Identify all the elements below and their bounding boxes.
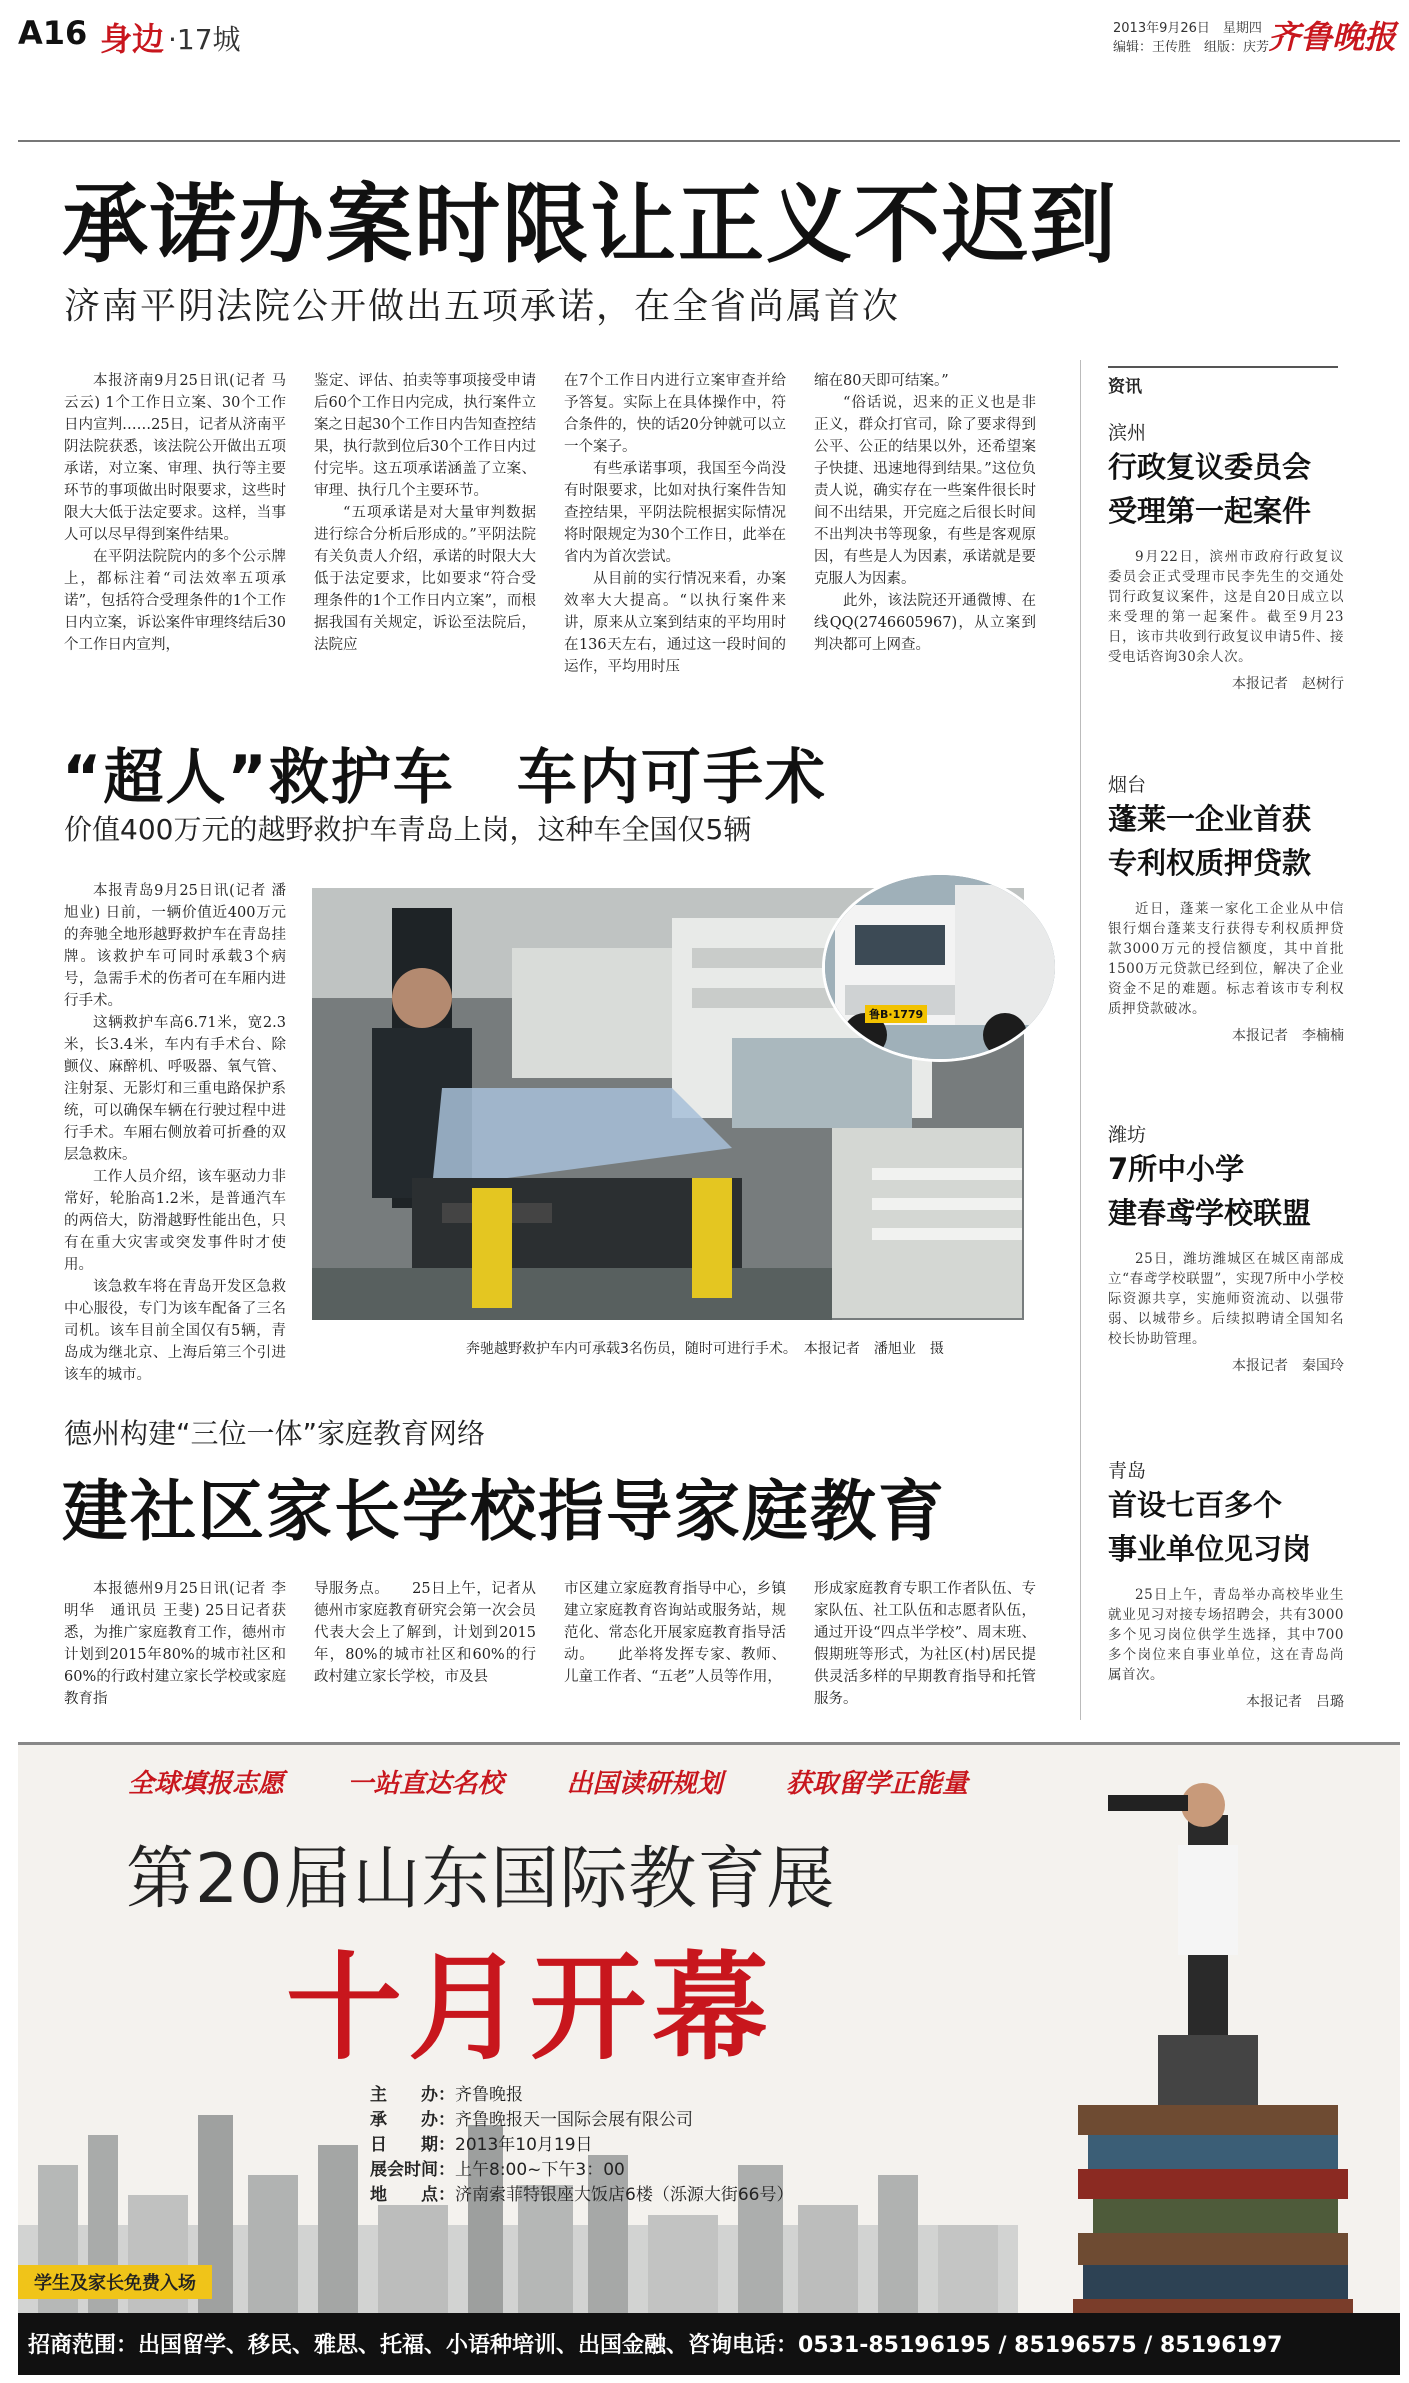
- education-expo-ad: [18, 1742, 1400, 2375]
- story1-col3: [564, 370, 786, 678]
- sidebar-title: 7所中小学: [1108, 1152, 1245, 1186]
- ad-slogans: [128, 1763, 968, 1800]
- inset-illustration: [825, 875, 1058, 1062]
- sidebar-byline: 本报记者 李楠楠: [1232, 1028, 1344, 1044]
- paragraph: 形成家庭教育专职工作者队伍、专家队伍、社工队伍和志愿者队伍，通过开设“四点半学校”、周末班、假期班等形式，为社区(村)居民提供灵活多样的早期教育指导和托管服务。: [814, 1581, 1036, 1707]
- masthead-logo: 齐鲁晚报: [1268, 18, 1397, 56]
- paragraph: 本报德州9月25日讯(记者 李明华 通讯员 王斐) 25日记者获悉，为推广家庭教育工作，德州市计划到2015年80%的城市社区和60%的行政村建立家长学校或家庭教育指: [64, 1581, 286, 1707]
- ad-info-row: 地 点：济南索菲特银座大饭店6楼（泺源大街66号）: [370, 2185, 794, 2205]
- paragraph: 该急救车将在青岛开发区急救中心服役，专门为该车配备了三名司机。该车目前全国仅有5辆，青岛成为继北京、上海后第三个引进该车的城市。: [64, 1279, 286, 1383]
- sidebar-byline: 本报记者 赵树行: [1232, 676, 1344, 692]
- story2-body: [64, 880, 286, 1386]
- ad-title: 第20届山东国际教育展: [126, 1840, 836, 1919]
- paragraph: 本报济南9月25日讯(记者 马云云) 1个工作日立案、30个工作日内宣判……25日，记者从济南平阴法院获悉，该法院公开做出五项承诺，对立案、审理、执行等主要环节的事项做出时限要求，这些时限大大低于法定要求。这样，当事人可以尽早得到案件结果。: [64, 373, 286, 543]
- sidebar-title: 首设七百多个: [1108, 1488, 1283, 1522]
- page-number: A16: [18, 14, 88, 52]
- sidebar-body: [1108, 547, 1344, 667]
- paragraph: 鉴定、评估、拍卖等事项接受申请后60个工作日内完成，执行案件立案之日起30个工作日内告知查控结果，执行款到位后30个工作日内过付完毕。这五项承诺涵盖了立案、审理、执行几个主要环节。: [314, 373, 536, 499]
- paragraph: 25日上午，青岛举办高校毕业生就业见习对接专场招聘会，共有3000多个见习岗位供学生选择，其中700多个岗位来自事业单位，这在青岛尚属首次。: [1108, 1587, 1344, 1683]
- sidebar-item: [1108, 770, 1344, 1045]
- sidebar-city: 青岛: [1108, 1460, 1147, 1482]
- sidebar-divider: [1080, 360, 1081, 1720]
- sidebar-title: 受理第一起案件: [1108, 494, 1312, 528]
- story1-col4: [814, 370, 1036, 656]
- subsection-name: ·17城: [168, 23, 241, 56]
- paragraph: 这辆救护车高6.71米，宽2.3米，长3.4米，车内有手术台、除颤仪、麻醉机、呼吸器、氧气管、注射泵、无影灯和三重电路保护系统，可以确保车辆在行驶过程中进行手术。车厢右侧放着可折叠的双层急救床。: [64, 1015, 286, 1163]
- sidebar-city: 烟台: [1108, 774, 1147, 796]
- sidebar-title: 行政复议委员会: [1108, 450, 1312, 484]
- free-entry-banner: 学生及家长免费入场: [18, 2265, 212, 2299]
- editor-credits: 编辑：王传胜 组版：庆芳: [1113, 40, 1270, 55]
- ad-slogan: 一站直达名校: [347, 1769, 504, 1799]
- ad-slogan: 全球填报志愿: [128, 1769, 285, 1799]
- paragraph: 市区建立家庭教育指导中心，乡镇建立家庭教育咨询站或服务站，规范化、常态化开展家庭教育指导活动。 此举将发挥专家、教师、儿童工作者、“五老”人员等作用，: [564, 1581, 786, 1685]
- sidebar-title: 事业单位见习岗: [1108, 1532, 1312, 1566]
- story1-col1: [64, 370, 286, 656]
- ad-big-title: 十月开幕: [286, 1941, 774, 2076]
- sidebar-item: [1108, 1120, 1344, 1375]
- paragraph: 此外，该法院还开通微博、在线QQ(2746605967)，从立案到判决都可上网查。: [814, 593, 1036, 653]
- ad-footer: 招商范围：出国留学、移民、雅思、托福、小语种培训、出国金融、咨询电话：0531-85196195 / 85196575 / 85196197: [18, 2313, 1400, 2375]
- paragraph: 25日，潍坊潍城区在城区南部成立“春鸢学校联盟”，实现7所中小学校际资源共享，实施师资流动、以强带弱、以城带乡。后续拟聘请全国知名校长协助管理。: [1108, 1251, 1344, 1347]
- ad-info-row: 主 办：齐鲁晚报: [370, 2085, 523, 2105]
- sidebar-city: 潍坊: [1108, 1124, 1147, 1146]
- ad-slogan: 出国读研规划: [566, 1769, 723, 1799]
- paragraph: 导服务点。 25日上午，记者从德州市家庭教育研究会第一次会员代表大会上了解到，计划到2015年，80%的城市社区和60%的行政村建立家长学校，市及县: [314, 1581, 536, 1685]
- ad-info-list: [370, 2083, 793, 2208]
- story1-subhead: 济南平阴法院公开做出五项承诺，在全省尚属首次: [64, 286, 901, 327]
- photo-caption: 奔驰越野救护车内可承载3名伤员，随时可进行手术。 本报记者 潘旭业 摄: [466, 1341, 944, 1357]
- sidebar-body: [1108, 1249, 1344, 1349]
- sidebar-item: [1108, 1456, 1344, 1711]
- sidebar-city: 滨州: [1108, 422, 1147, 444]
- ad-info-row: 日 期：2013年10月19日: [370, 2135, 593, 2155]
- paragraph: 在7个工作日内进行立案审查并给予答复。实际上在具体操作中，符合条件的，快的话20分钟就可以立一个案子。: [564, 373, 786, 455]
- sidebar-body: [1108, 1585, 1344, 1685]
- paragraph: 9月22日，滨州市政府行政复议委员会正式受理市民李先生的交通处罚行政复议案件，这是自20日成立以来受理的第一起案件。截至9月23日，该市共收到行政复议申请5件、接受电话咨询30余人次。: [1108, 549, 1344, 665]
- paragraph: 在平阴法院院内的多个公示牌上，都标注着“司法效率五项承诺”，包括符合受理条件的1个工作日内立案，诉讼案件审理终结后30个工作日内宣判，: [64, 549, 286, 653]
- ad-info-row: 展会时间：上午8:00~下午3：00: [370, 2160, 625, 2180]
- paragraph: 本报青岛9月25日讯(记者 潘旭业) 日前，一辆价值近400万元的奔驰全地形越野救护车在青岛挂牌。该救护车可同时承载3个病号，急需手术的伤者可在车厢内进行手术。: [64, 883, 286, 1009]
- sidebar-title: 专利权质押贷款: [1108, 846, 1312, 880]
- story3-col2: [314, 1578, 536, 1688]
- story2-headline: “超人”救护车 车内可手术: [62, 743, 827, 813]
- paragraph: “俗话说，迟来的正义也是非正义，群众打官司，除了要求得到公平、公正的结果以外，还希望案子快捷、迅速地得到结果。”这位负责人说，确实存在一些案件很长时间不出结果，开完庭之后很长时间不出判决书等现象，有些是客观原因，有些是人为因素，承诺就是要克服人为因素。: [814, 395, 1036, 587]
- paragraph: 工作人员介绍，该车驱动力非常好，轮胎高1.2米，是普通汽车的两倍大，防滑越野性能出色，只有在重大灾害或突发事件时才使用。: [64, 1169, 286, 1273]
- story3-kicker: 德州构建“三位一体”家庭教育网络: [64, 1417, 486, 1450]
- sidebar-item: [1108, 418, 1344, 693]
- sidebar-title: 建春鸢学校联盟: [1108, 1196, 1312, 1230]
- story1-headline: 承诺办案时限让正义不迟到: [62, 175, 1118, 275]
- story3-headline: 建社区家长学校指导家庭教育: [62, 1473, 946, 1550]
- sidebar-byline: 本报记者 秦国玲: [1232, 1358, 1344, 1374]
- ambulance-exterior-inset: [822, 872, 1058, 1062]
- story3-col4: [814, 1578, 1036, 1710]
- ad-info-row: 承 办：齐鲁晚报天一国际会展有限公司: [370, 2110, 693, 2130]
- ad-slogan: 获取留学正能量: [785, 1769, 968, 1799]
- paragraph: “五项承诺是对大量审判数据进行综合分析后形成的。”平阴法院有关负责人介绍，承诺的时限大大低于法定要求，比如要求“符合受理条件的1个工作日内立案”，而根据我国有关规定，诉讼至法院后，法院应: [314, 505, 536, 653]
- sidebar-tag: 资讯: [1108, 366, 1338, 397]
- sidebar-byline: 本报记者 吕璐: [1246, 1694, 1344, 1710]
- sidebar-title: 蓬莱一企业首获: [1108, 802, 1312, 836]
- story3-col1: [64, 1578, 286, 1710]
- paragraph: 有些承诺事项，我国至今尚没有时限要求，比如对执行案件告知查控结果，平阴法院根据实际情况将时限规定为30个工作日，此举在省内为首次尝试。: [564, 461, 786, 565]
- story2-subhead: 价值400万元的越野救护车青岛上岗，这种车全国仅5辆: [64, 813, 752, 846]
- sidebar-body: [1108, 899, 1344, 1019]
- paragraph: 从目前的实行情况来看，办案效率大大提高。“以执行案件来讲，原来从立案到结束的平均用时在136天左右，通过这一段时间的运作，平均用时压: [564, 571, 786, 675]
- header-rule: [18, 140, 1400, 142]
- section-name: 身边: [100, 20, 165, 58]
- story1-col2: [314, 370, 536, 656]
- license-plate: 鲁B·1779: [865, 1005, 927, 1023]
- issue-date: 2013年9月26日 星期四: [1113, 21, 1262, 36]
- paragraph: 近日，蓬莱一家化工企业从中信银行烟台蓬莱支行获得专利权质押贷款3000万元的授信额度，其中首批1500万元贷款已经到位，解决了企业资金不足的难题。标志着该市专利权质押贷款破冰。: [1108, 901, 1344, 1017]
- man-on-books-illustration: [1038, 1775, 1378, 2335]
- paragraph: 缩在80天即可结案。”: [814, 373, 949, 389]
- story3-col3: [564, 1578, 786, 1688]
